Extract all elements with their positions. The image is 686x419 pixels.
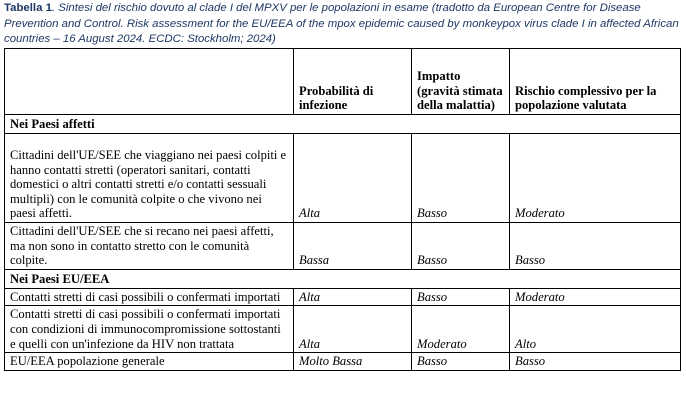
section-row [5, 115, 681, 134]
probability-cell: Bassa [294, 222, 412, 269]
impact-cell: Basso [412, 134, 510, 223]
population-cell: Cittadini dell'UE/SEE che si recano nei paesi affetti, ma non sono in contatto stretto con le comunità colpite. [5, 222, 294, 269]
impact-cell: Basso [412, 222, 510, 269]
table-row [5, 288, 681, 306]
impact-cell: Basso [412, 288, 510, 306]
probability-cell: Molto Bassa [294, 353, 412, 371]
risk-cell: Basso [510, 353, 681, 371]
table-caption [4, 1, 680, 48]
population-cell: Contatti stretti di casi possibili o confermati importati [5, 288, 294, 306]
section-row [5, 269, 681, 288]
section-title: Nei Paesi affetti [5, 115, 681, 134]
population-cell: Contatti stretti di casi possibili o confermati importati con condizioni di immunocompromissione sottostanti e quelli con un'infezione da HIV non trattata [5, 306, 294, 353]
table-header-row [5, 49, 681, 115]
risk-cell: Moderato [510, 288, 681, 306]
caption-text: . Sintesi del rischio dovuto al clade I del MPXV per le popolazioni in esame (tradotto da European Centre for Disease Prevention and Control. Risk assessment for the EU/EEA of the mpox epidemic caused by monkeypox virus clade I in affected African countries – 16 August 2024. ECDC: Stockholm; 2024) [4, 2, 679, 46]
table-row [5, 134, 681, 223]
header-impact: Impatto (gravità stimata della malattia) [412, 49, 510, 115]
table-row [5, 222, 681, 269]
table-row [5, 306, 681, 353]
header-risk: Rischio complessivo per la popolazione valutata [510, 49, 681, 115]
header-population [5, 49, 294, 115]
probability-cell: Alta [294, 306, 412, 353]
risk-cell: Moderato [510, 134, 681, 223]
header-probability: Probabilità di infezione [294, 49, 412, 115]
risk-cell: Basso [510, 222, 681, 269]
impact-cell: Basso [412, 353, 510, 371]
table-row [5, 353, 681, 371]
population-cell: EU/EEA popolazione generale [5, 353, 294, 371]
probability-cell: Alta [294, 134, 412, 223]
population-cell: Cittadini dell'UE/SEE che viaggiano nei paesi colpiti e hanno contatti stretti (operatori sanitari, contatti domestici o altri contatti stretti e/o contatti sessuali multipli) con le comunità colpite o che vivono nei paesi affetti. [5, 134, 294, 223]
caption-label: Tabella 1 [4, 2, 52, 14]
section-title: Nei Paesi EU/EEA [5, 269, 681, 288]
risk-cell: Alto [510, 306, 681, 353]
probability-cell: Alta [294, 288, 412, 306]
risk-table [4, 48, 681, 371]
impact-cell: Moderato [412, 306, 510, 353]
